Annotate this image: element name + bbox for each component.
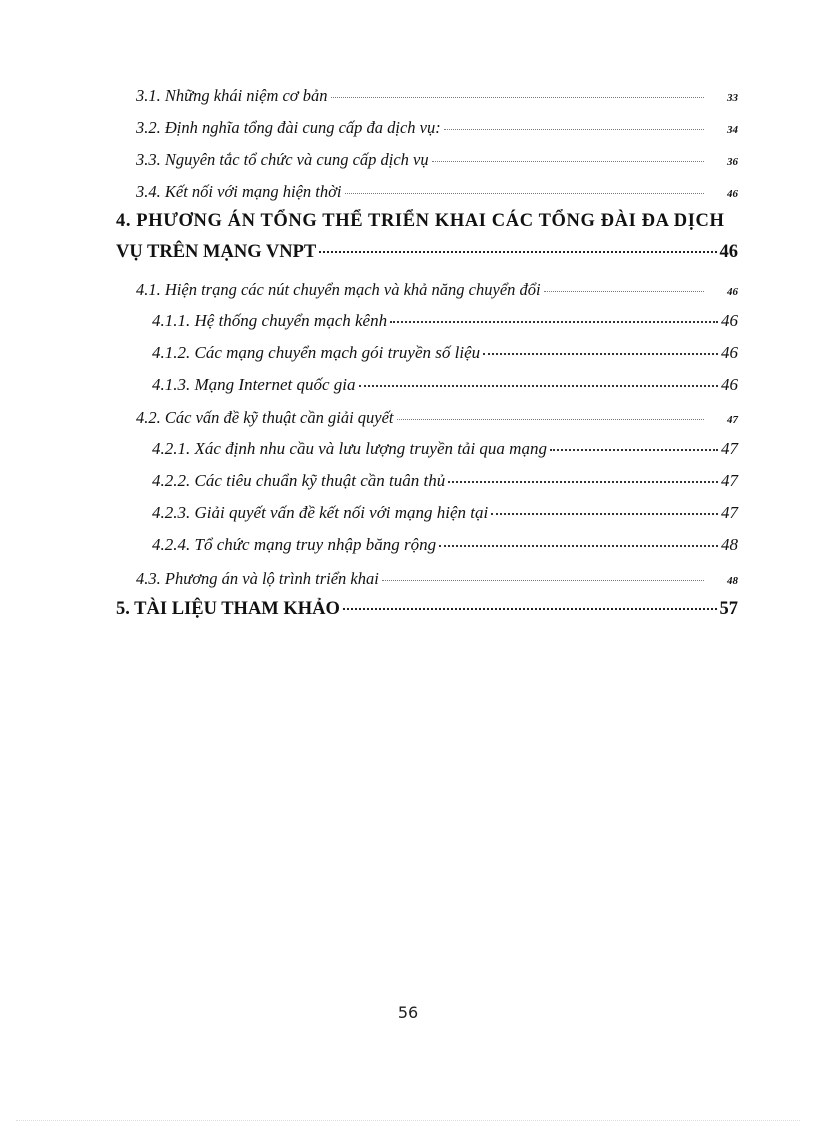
toc-entry-title: 4.2.4. Tổ chức mạng truy nhập băng rộng [152, 535, 437, 554]
toc-entry-title: 3.2. Định nghĩa tổng đài cung cấp đa dịch vụ: [136, 118, 441, 137]
toc-entry-4-2-3[interactable] [152, 503, 738, 523]
dot-leader [439, 544, 718, 547]
toc-entry-4-3[interactable] [136, 569, 738, 589]
toc-entry-page: 36 [727, 156, 738, 168]
toc-entry-4-1[interactable] [136, 280, 738, 300]
dot-leader [491, 512, 718, 515]
dot-leader [390, 320, 718, 323]
toc-entry-page: 46 [719, 242, 738, 262]
toc-entry-title: 4.2. Các vấn đề kỹ thuật cần giải quyết [136, 408, 394, 427]
toc-entry-title: 4.1.2. Các mạng chuyển mạch gói truyền số liệu [152, 343, 481, 362]
dot-leader [432, 160, 704, 162]
toc-entry-page: 47 [721, 471, 738, 490]
toc-entry-title: 3.1. Những khái niệm cơ bản [136, 86, 328, 105]
toc-entry-title: 4.1. Hiện trạng các nút chuyển mạch và khả năng chuyển đổi [136, 280, 541, 299]
toc-entry-3-3[interactable] [136, 150, 738, 170]
toc-entry-3-4[interactable] [136, 182, 738, 202]
toc-entry-page: 47 [721, 503, 738, 522]
dot-leader [359, 384, 719, 387]
toc-entry-page: 34 [727, 124, 738, 136]
dot-leader [483, 352, 718, 355]
dot-leader [444, 128, 704, 130]
toc-entry-page: 48 [721, 535, 738, 554]
toc-entry-5[interactable] [116, 599, 738, 620]
toc-entry-page: 46 [727, 286, 738, 298]
toc-entry-3-2[interactable] [136, 118, 738, 138]
dot-leader [382, 579, 704, 581]
dot-leader [343, 607, 717, 610]
dot-leader [319, 250, 716, 253]
toc-entry-page: 46 [721, 375, 738, 394]
toc-entry-title: 3.3. Nguyên tắc tổ chức và cung cấp dịch vụ [136, 150, 429, 169]
toc-entry-title: 4.2.1. Xác định nhu cầu và lưu lượng truyền tải qua mạng [152, 439, 547, 458]
toc-entry-4-2-4[interactable] [152, 535, 738, 555]
toc-entry-page: 46 [721, 343, 738, 362]
toc-entry-4-1-3[interactable] [152, 375, 738, 395]
toc-entry-title: 4.2.3. Giải quyết vấn đề kết nối với mạng hiện tại [152, 503, 489, 522]
toc-entry-title: 3.4. Kết nối với mạng hiện thời [136, 182, 342, 201]
toc-entry-title-line1: 4. PHƯƠNG ÁN TỔNG THỂ TRIỂN KHAI CÁC TỔNG ĐÀI ĐA DỊCH [116, 211, 725, 231]
toc-entry-4-1-2[interactable] [152, 343, 738, 363]
toc-entry-title: 4.1.1. Hệ thống chuyển mạch kênh [152, 311, 388, 330]
toc-entry-title: 5. TÀI LIỆU THAM KHẢO [116, 599, 340, 619]
toc-entry-page: 47 [727, 414, 738, 426]
dot-leader [448, 480, 718, 483]
toc-entry-title: 4.2.2. Các tiêu chuẩn kỹ thuật cần tuân thủ [152, 471, 446, 490]
toc-entry-page: 33 [727, 92, 738, 104]
toc-entry-page: 57 [719, 599, 738, 619]
dot-leader [345, 192, 704, 194]
toc-entry-page: 46 [727, 188, 738, 200]
toc-entry-4-2-2[interactable] [152, 471, 738, 491]
toc-entry-4-1-1[interactable] [152, 311, 738, 331]
dot-leader [544, 290, 704, 292]
toc-entry-page: 46 [721, 311, 738, 330]
toc-entry-title: 4.3. Phương án và lộ trình triển khai [136, 569, 379, 588]
page-number: 56 [397, 1003, 419, 1022]
toc-entry-page: 47 [721, 439, 738, 458]
toc-entry-3-1[interactable] [136, 86, 738, 106]
toc-entry-4-2-1[interactable] [152, 439, 738, 459]
toc-entry-4-2[interactable] [136, 408, 738, 428]
toc-entry-page: 48 [727, 575, 738, 587]
dot-leader [550, 448, 718, 451]
dot-leader [397, 418, 704, 420]
toc-entry-title: 4.1.3. Mạng Internet quốc gia [152, 375, 356, 394]
dot-leader [331, 96, 705, 98]
toc-entry-title-line2: VỤ TRÊN MẠNG VNPT [116, 242, 317, 262]
page-bottom-border [16, 1120, 800, 1121]
